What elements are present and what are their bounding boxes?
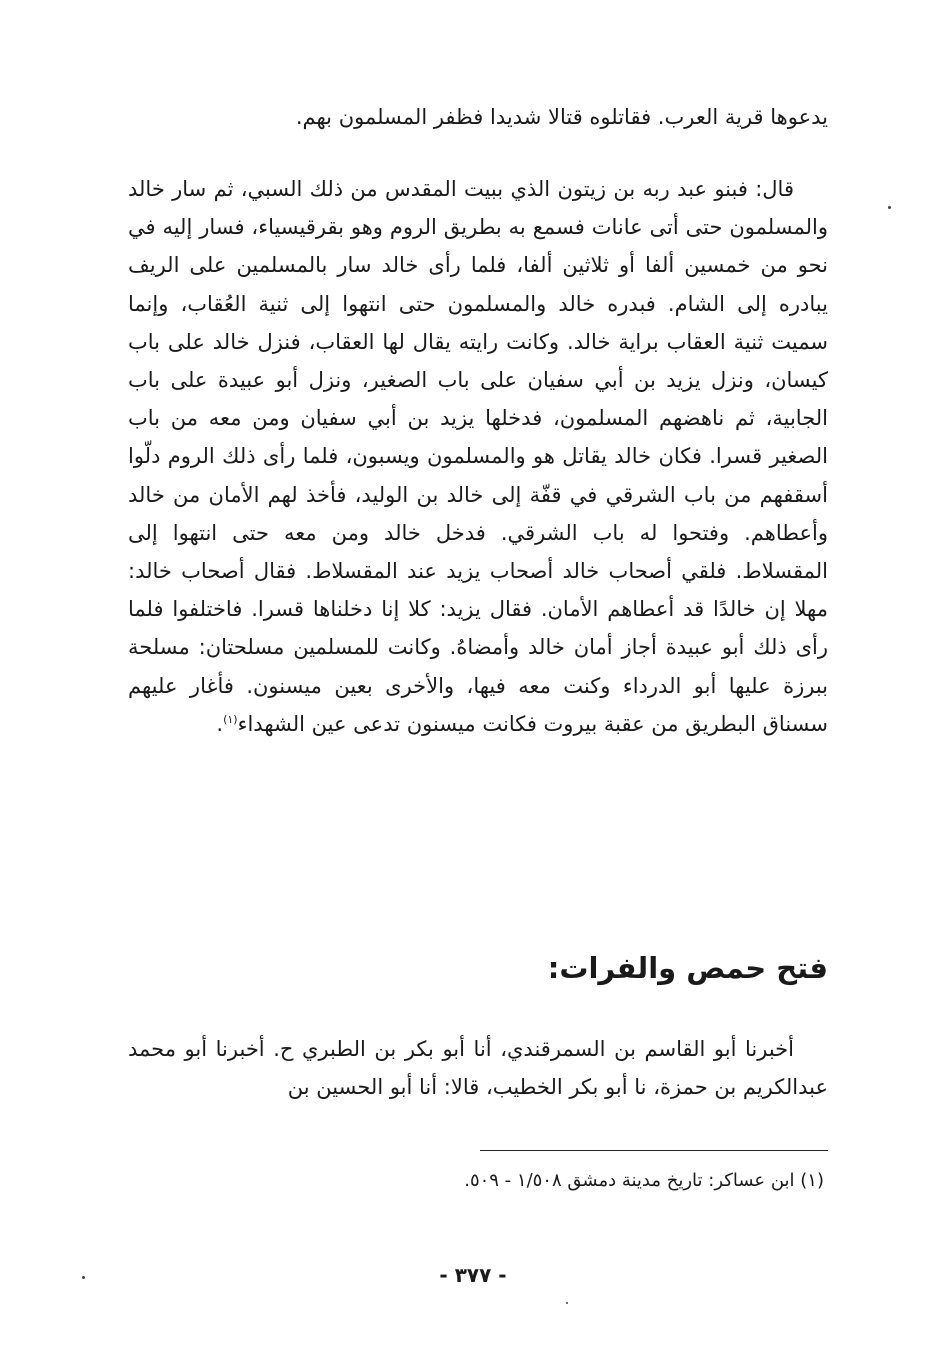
scan-speck	[82, 1276, 85, 1279]
footnote-separator	[480, 1150, 828, 1151]
scan-speck	[888, 206, 891, 209]
footnote-reference: (١)	[223, 712, 238, 726]
body-paragraph-end: .	[216, 711, 224, 736]
footnote: (١) ابن عساكر: تاريخ مدينة دمشق ١/٥٠٨ - ٥٠٩.	[464, 1170, 824, 1191]
scan-speck	[566, 1302, 568, 1304]
page-number: - ٣٧٧ -	[439, 1263, 507, 1287]
body-paragraph	[128, 170, 828, 743]
second-paragraph: أخبرنا أبو القاسم بن السمرقندي، أنا أبو بكر بن الطبري ح. أخبرنا أبو محمد عبدالكريم بن حمزة، نا أبو بكر الخطيب، قالا: أنا أبو الحسين بن	[128, 1037, 828, 1100]
body-paragraph-text: قال: فبنو عبد ربه بن زيتون الذي ببيت المقدس من ذلك السبي، ثم سار خالد والمسلمون حتى أتى عانات فسمع به بطريق الروم وهو بقرقيسياء، فسار إليه في نحو من خمسين ألفا أو ثلاثين ألفا، فلما رأى خالد سار بالمسلمين على الريف يبادره إلى الشام. فبدره خالد والمسلمون حتى انتهوا إلى ثنية العُقاب، وإنما سميت ثنية العقاب براية خالد. وكانت رايته يقال لها العقاب، فنزل خالد على باب كيسان، ونزل يزيد بن أبي سفيان على باب الصغير، ونزل أبو عبيدة على باب الجابية، ثم ناهضهم المسلمون، فدخلها يزيد بن أبي سفيان ومن معه من باب الصغير قسرا. فكان خالد يقاتل هو والمسلمون ويسبون، فلما رأى ذلك الروم دلّوا أسقفهم من باب الشرقي في قفّة إلى خالد بن الوليد، فأخذ لهم الأمان من خالد وأعطاهم. وفتحوا له باب الشرقي. فدخل خالد ومن معه حتى انتهوا إلى المقسلاط. فلقي أصحاب خالد أصحاب يزيد عند المقسلاط. فقال أصحاب خالد: مهلا إن خالدًا قد أعطاهم الأمان. فقال يزيد: كلا إنا دخلناها قسرا. فاختلفوا فلما رأى ذلك أبو عبيدة أجاز أمان خالد وأمضاهُ. وكانت للمسلمين مسلحتان: مسلحة ببرزة عليها أبو الدرداء وكنت معه فيها، والأخرى بعين ميسنون. فأغار عليهم سسناق البطريق من عقبة بيروت فكانت ميسنون تدعى عين الشهداء	[128, 177, 828, 736]
opening-line: يدعوها قرية العرب. فقاتلوه قتالا شديدا فظفر المسلمون بهم.	[295, 105, 828, 129]
section-heading: فتح حمص والفرات:	[547, 951, 828, 985]
